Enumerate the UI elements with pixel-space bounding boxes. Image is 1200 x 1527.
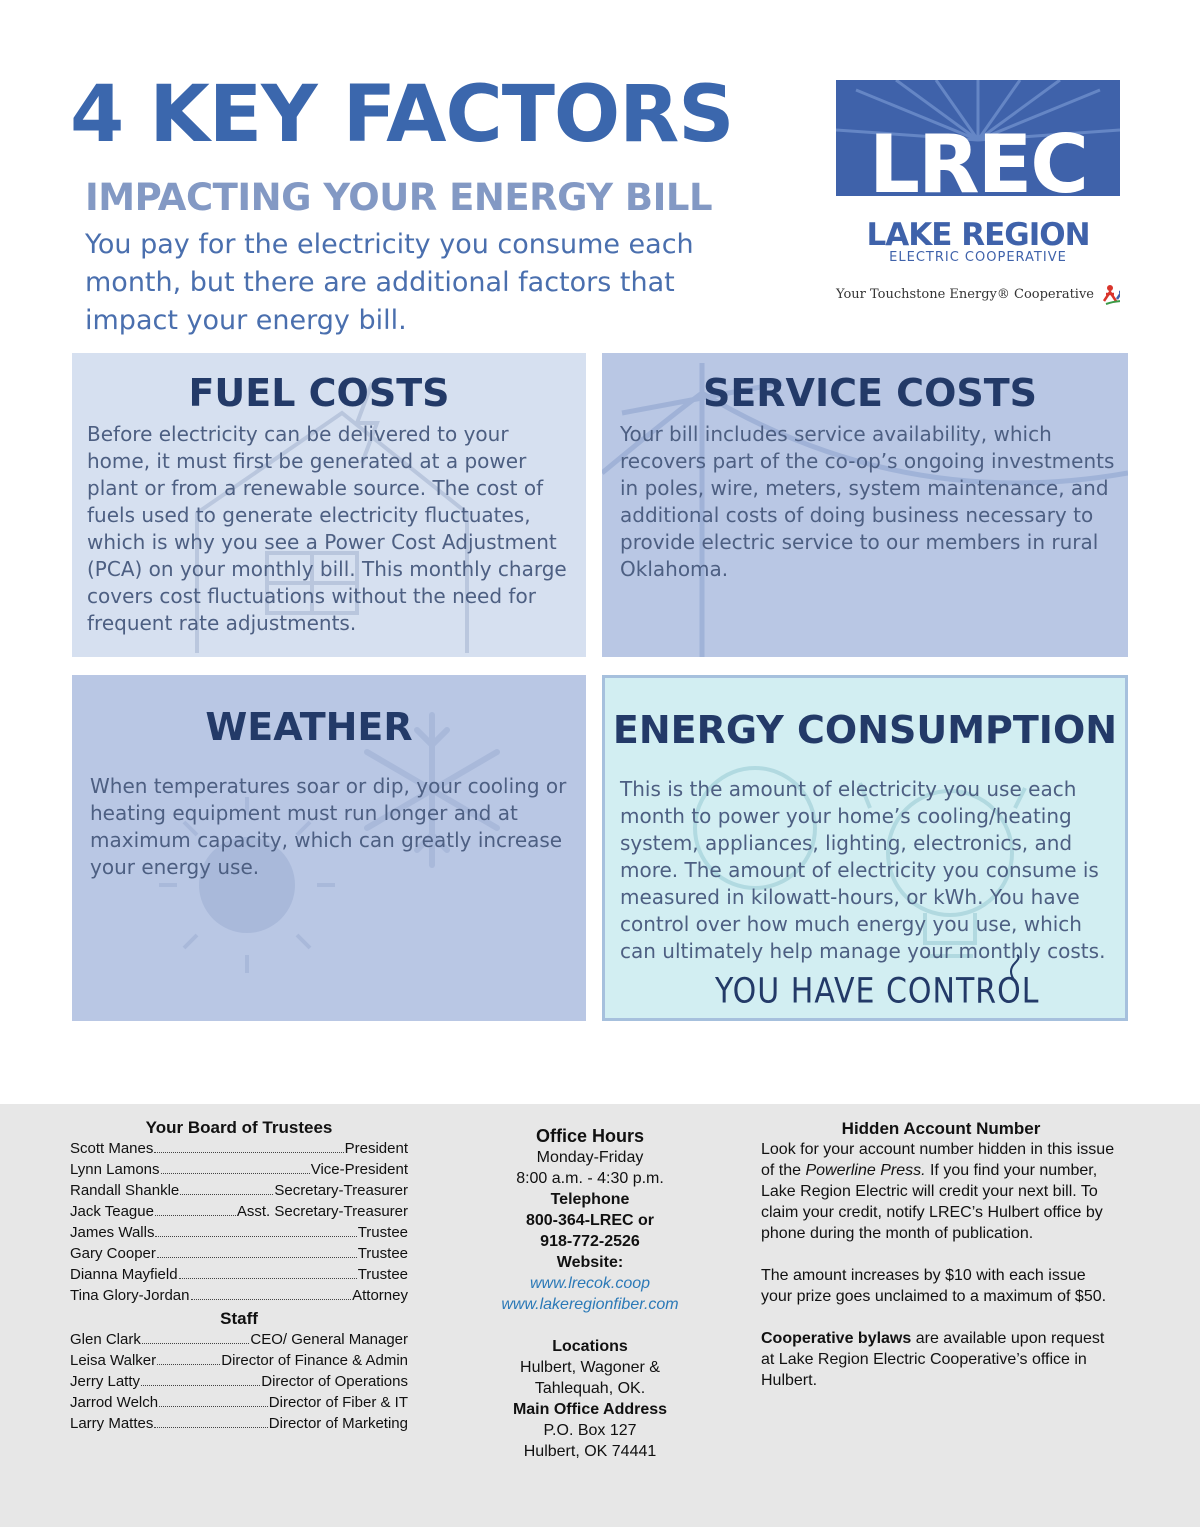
fuel-costs-body: Before electricity can be delivered to your home, it must first be generated at a power plant or from a renewable source. The cost of fuels used to generate electricity fluctuates, which is why you see a Power Cost Adjustment (PCA) on your monthly bill. This monthly charge covers cost fluctuations without the need for frequent rate adjustments. bbox=[87, 422, 567, 635]
trustee-row bbox=[70, 1287, 408, 1308]
website-heading: Website: bbox=[556, 1254, 624, 1271]
staff-row-name: Leisa Walker bbox=[70, 1352, 157, 1369]
staff-row-name: Glen Clark bbox=[70, 1331, 141, 1348]
telephone-heading: Telephone bbox=[550, 1191, 630, 1208]
trustee-row-role: Trustee bbox=[357, 1266, 408, 1283]
service-costs-card bbox=[602, 353, 1128, 657]
logo-burst-icon bbox=[836, 80, 1120, 196]
trustee-row bbox=[70, 1224, 408, 1245]
staff-row bbox=[70, 1331, 408, 1352]
energy-consumption-title: ENERGY CONSUMPTION bbox=[612, 708, 1118, 752]
leader-dots bbox=[155, 1236, 356, 1237]
trustee-row-name: Gary Cooper bbox=[70, 1245, 156, 1262]
leader-dots bbox=[141, 1385, 260, 1386]
staff-row bbox=[70, 1415, 408, 1436]
footer-panel bbox=[0, 1104, 1200, 1527]
you-have-control-tagline: YOU HAVE CONTROL bbox=[715, 971, 1040, 1012]
staff-row bbox=[70, 1352, 408, 1373]
trustee-row-role: Trustee bbox=[357, 1245, 408, 1262]
page-title: 4 KEY FACTORS bbox=[70, 70, 734, 160]
touchstone-figures-icon bbox=[1100, 281, 1120, 307]
trustee-row-role: Vice-President bbox=[310, 1161, 408, 1178]
trustee-row-name: Scott Manes bbox=[70, 1140, 154, 1157]
service-costs-body: Your bill includes service availability, which recovers part of the co-op’s ongoing investments in poles, wire, meters, system maintenance, and additional costs of doing business necessary to provide electric service to our members in rural Oklahoma. bbox=[620, 422, 1115, 581]
service-costs-title: SERVICE COSTS bbox=[702, 371, 1038, 415]
leader-dots bbox=[157, 1257, 357, 1258]
staff-row-name: Jarrod Welch bbox=[70, 1394, 159, 1411]
logo-tagline bbox=[836, 281, 1120, 307]
website-link-lrecok[interactable]: www.lrecok.coop bbox=[529, 1275, 651, 1292]
page-subtitle: IMPACTING YOUR ENERGY BILL bbox=[85, 176, 713, 219]
trustee-row-role: Asst. Secretary-Treasurer bbox=[236, 1203, 408, 1220]
trustee-row bbox=[70, 1203, 408, 1224]
leader-dots bbox=[180, 1194, 273, 1195]
website-link-fiber[interactable]: www.lakeregionfiber.com bbox=[501, 1296, 679, 1313]
main-office-heading: Main Office Address bbox=[512, 1401, 668, 1418]
leader-dots bbox=[154, 1152, 343, 1153]
trustee-row-name: Jack Teague bbox=[70, 1203, 154, 1220]
lrec-logo bbox=[836, 80, 1120, 307]
office-hours-heading: Office Hours bbox=[535, 1126, 645, 1146]
staff-row bbox=[70, 1394, 408, 1415]
trustee-row-name: James Walls bbox=[70, 1224, 155, 1241]
tagline-text: Your Touchstone Energy® Cooperative bbox=[836, 286, 1095, 302]
trustee-row bbox=[70, 1266, 408, 1287]
weather-title: WEATHER bbox=[205, 705, 413, 749]
energy-consumption-body: This is the amount of electricity you use each month to power your home’s cooling/heating system, appliances, lighting, electronics, and more. The amount of electricity you consume is measured in kilowatt-hours, or kWh. You have control over how much energy you use, which can ultimately help manage your monthly costs. bbox=[620, 777, 1106, 963]
leader-dots bbox=[159, 1406, 268, 1407]
swirl-icon bbox=[1005, 953, 1025, 983]
logo-subname: ELECTRIC COOPERATIVE bbox=[889, 250, 1067, 265]
leader-dots bbox=[154, 1427, 267, 1428]
fuel-costs-title: FUEL COSTS bbox=[188, 371, 450, 415]
trustee-row-role: Attorney bbox=[352, 1287, 408, 1304]
office-hours: 8:00 a.m. - 4:30 p.m. bbox=[516, 1170, 664, 1187]
leader-dots bbox=[142, 1343, 250, 1344]
intro-text: You pay for the electricity you consume each month, but there are additional factors that impact your energy bill. bbox=[85, 229, 694, 336]
staff-row bbox=[70, 1373, 408, 1394]
logo-name: LAKE REGION bbox=[866, 217, 1090, 253]
phone-primary: 800-364-LREC or bbox=[525, 1212, 655, 1229]
staff-row-role: Director of Fiber & IT bbox=[268, 1394, 408, 1411]
hidden-account-increase: The amount increases by $10 with each issue your prize goes unclaimed to a maximum of $50. bbox=[761, 1267, 1107, 1305]
address-line-2: Hulbert, OK 74441 bbox=[523, 1443, 657, 1460]
staff-list bbox=[70, 1331, 408, 1436]
hidden-account-heading: Hidden Account Number bbox=[841, 1119, 1041, 1138]
trustee-row bbox=[70, 1182, 408, 1203]
address-line-1: P.O. Box 127 bbox=[543, 1422, 637, 1439]
staff-row-name: Larry Mattes bbox=[70, 1415, 154, 1432]
leader-dots bbox=[191, 1299, 352, 1300]
trustee-row-name: Randall Shankle bbox=[70, 1182, 180, 1199]
office-days: Monday-Friday bbox=[536, 1149, 644, 1166]
board-of-trustees bbox=[70, 1118, 408, 1436]
board-list bbox=[70, 1140, 408, 1308]
leader-dots bbox=[157, 1364, 220, 1365]
trustee-row-role: President bbox=[344, 1140, 408, 1157]
trustee-row bbox=[70, 1161, 408, 1182]
trustee-row-role: Secretary-Treasurer bbox=[274, 1182, 408, 1199]
locations-line-2: Tahlequah, OK. bbox=[534, 1380, 646, 1397]
trustee-row bbox=[70, 1245, 408, 1266]
staff-heading: Staff bbox=[220, 1309, 258, 1328]
logo-mark bbox=[836, 80, 1120, 196]
trustee-row bbox=[70, 1140, 408, 1161]
trustee-row-role: Trustee bbox=[357, 1224, 408, 1241]
phone-secondary: 918-772-2526 bbox=[540, 1233, 640, 1250]
energy-consumption-card bbox=[602, 675, 1128, 1021]
staff-row-name: Jerry Latty bbox=[70, 1373, 141, 1390]
weather-card bbox=[72, 675, 586, 1021]
trustee-row-name: Dianna Mayfield bbox=[70, 1266, 178, 1283]
staff-row-role: Director of Operations bbox=[261, 1373, 408, 1390]
hidden-account-number bbox=[761, 1118, 1121, 1391]
trustee-row-name: Tina Glory-Jordan bbox=[70, 1287, 190, 1304]
fuel-costs-card bbox=[72, 353, 586, 657]
leader-dots bbox=[161, 1173, 310, 1174]
hidden-account-instructions: Look for your account number hidden in this issue of the Powerline Press. If you find your number, Lake Region Electric will credit your next bill. To claim your credit, notify LREC’s Hulbert office by phone during the month of publication. bbox=[761, 1141, 1115, 1242]
svg-text:LREC: LREC bbox=[869, 118, 1087, 196]
leader-dots bbox=[155, 1215, 236, 1216]
staff-row-role: Director of Marketing bbox=[268, 1415, 408, 1432]
weather-body: When temperatures soar or dip, your cooling or heating equipment must run longer and at maximum capacity, which can greatly increase your energy use. bbox=[90, 774, 567, 879]
staff-row-role: Director of Finance & Admin bbox=[221, 1352, 408, 1369]
locations-line-1: Hulbert, Wagoner & bbox=[520, 1359, 660, 1376]
bylaws-note: Cooperative bylaws are available upon request at Lake Region Electric Cooperative’s office in Hulbert. bbox=[761, 1330, 1105, 1389]
office-info bbox=[480, 1126, 700, 1462]
locations-heading: Locations bbox=[552, 1338, 628, 1355]
staff-row-role: CEO/ General Manager bbox=[250, 1331, 408, 1348]
board-heading: Your Board of Trustees bbox=[145, 1118, 333, 1137]
trustee-row-name: Lynn Lamons bbox=[70, 1161, 160, 1178]
leader-dots bbox=[179, 1278, 357, 1279]
